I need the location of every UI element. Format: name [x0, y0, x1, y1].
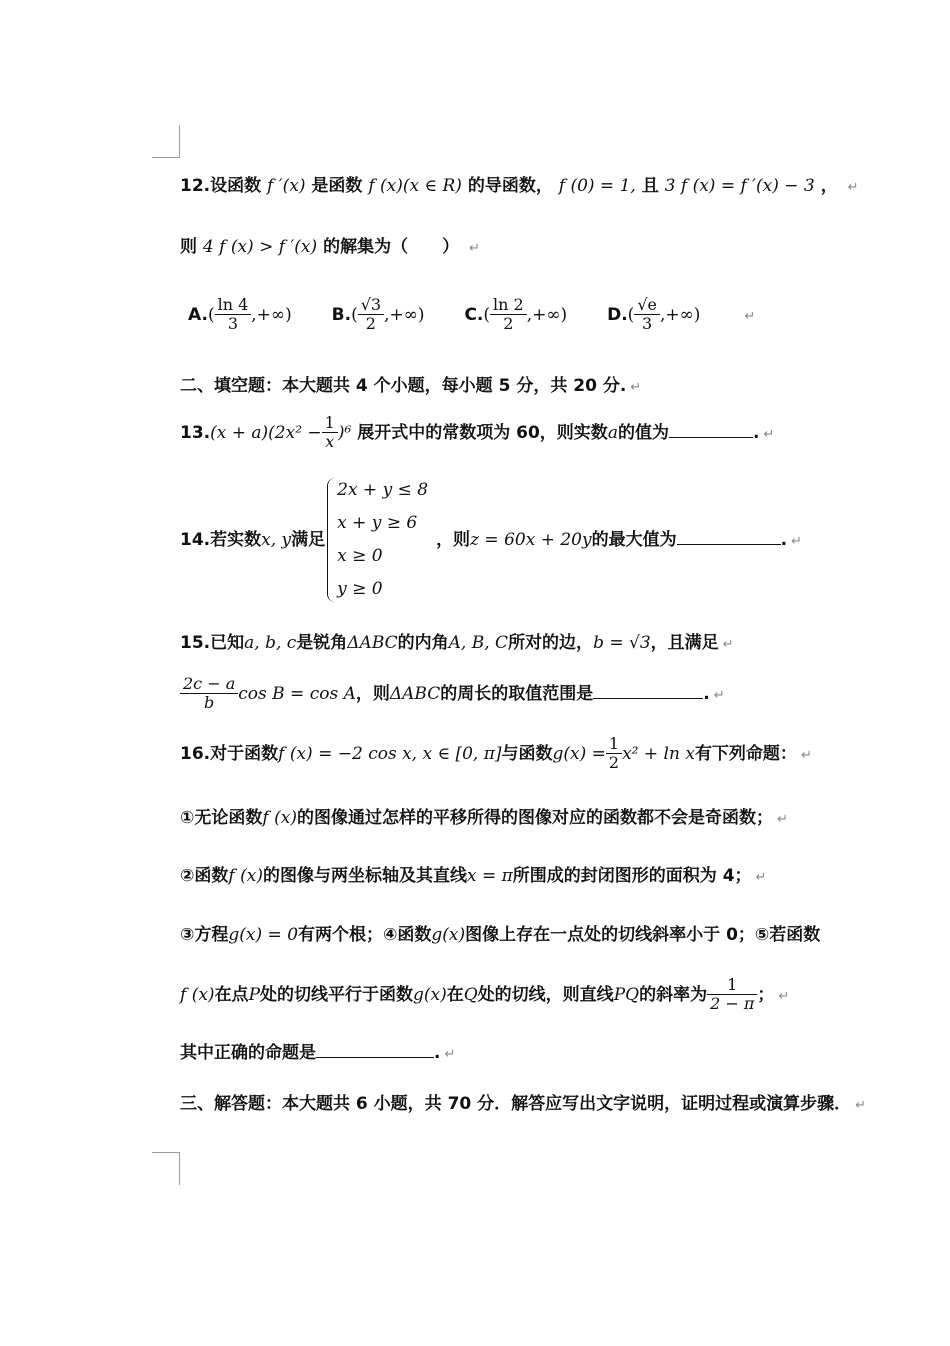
- q12-comma: ，: [820, 176, 838, 196]
- s1-a: ①无论函数: [180, 808, 263, 828]
- option-d-den: 3: [642, 314, 653, 334]
- q16-text3: 有下列命题：: [694, 743, 797, 764]
- q13: [180, 414, 774, 452]
- q12-mid1: 是函数: [311, 176, 363, 196]
- q15-end: .: [703, 683, 710, 704]
- s5-d: 处的切线，则直线: [477, 984, 614, 1005]
- q15-frac-den: b: [204, 693, 215, 713]
- s2-a: ②函数: [180, 866, 229, 886]
- q13-text: 展开式中的常数项为 60，则实数: [357, 422, 608, 443]
- q16-f-definition: f (x) = −2 cos x, x ∈ [0, π]: [278, 743, 502, 764]
- q12-line2: [180, 237, 480, 257]
- q15-text5: ，且满足: [650, 633, 719, 653]
- q16-half-num: 1: [606, 735, 622, 754]
- s5-a: 在点: [214, 984, 249, 1005]
- q16-answer-blank[interactable]: [316, 1043, 434, 1058]
- q13-fraction: [322, 414, 338, 452]
- option-b-num: √3: [358, 296, 384, 315]
- q15-equation-tail: cos B = cos A: [238, 683, 356, 704]
- section3-title: [180, 1094, 866, 1114]
- q12-options: [188, 296, 755, 334]
- option-a-den: 3: [227, 314, 239, 334]
- q14-text4: 的最大值为: [591, 530, 677, 550]
- q15-angles: A, B, C: [448, 633, 509, 653]
- q15-text1: 已知: [210, 633, 245, 653]
- q14-constraint-3: x ≥ 0: [337, 546, 383, 566]
- s5-p: P: [248, 984, 261, 1005]
- q15-frac-num: 2c − a: [180, 675, 238, 694]
- s5-e: 的斜率为: [639, 984, 708, 1005]
- q13-prefix: 13.: [180, 422, 211, 443]
- q16-text1: 对于函数: [210, 743, 279, 764]
- option-b-open: (: [351, 304, 358, 325]
- q16-text2: 与函数: [501, 743, 553, 764]
- q12-line2-suffix: 的解集为（ ）: [323, 237, 460, 257]
- return-mark-icon: ↵: [744, 308, 756, 324]
- option-d-tail: ,+∞): [659, 304, 701, 325]
- page-corner-mark-bottom: [152, 1152, 180, 1185]
- option-c-label: C.: [464, 304, 484, 325]
- option-a-label: A.: [188, 304, 208, 325]
- s5-slope-num: 1: [707, 976, 757, 995]
- q16-statement-3-4: [180, 925, 820, 945]
- option-a-fraction: [215, 296, 252, 334]
- q15-b-value: b = √3: [593, 633, 651, 653]
- option-d-label: D.: [607, 304, 628, 325]
- q12-option-d: [607, 296, 700, 334]
- s1-f: f (x): [262, 808, 297, 828]
- q16-final: [180, 1043, 455, 1063]
- q14-answer-blank[interactable]: [677, 530, 781, 545]
- q16-statement-5: [180, 976, 789, 1014]
- s5-slope-fraction: [707, 976, 757, 1014]
- q13-expr-b: )⁶: [337, 422, 352, 443]
- q13-frac-den: x: [325, 432, 335, 452]
- option-b-fraction: [358, 296, 384, 334]
- return-mark-icon: ↵: [444, 1047, 456, 1062]
- q12-prefix: 12.设函数: [180, 176, 262, 196]
- q16-prefix: 16.: [180, 743, 211, 764]
- q14: [180, 474, 802, 606]
- q16-final-end: .: [434, 1043, 441, 1063]
- q16-final-text: 其中正确的命题是: [180, 1043, 316, 1063]
- return-mark-icon: ↵: [469, 241, 480, 256]
- return-mark-icon: ↵: [722, 637, 734, 652]
- s2-c: 所围成的封闭图形的面积为 4；: [512, 866, 752, 886]
- q12-line1: [180, 176, 859, 196]
- q14-vars: x, y: [261, 530, 292, 550]
- q15-answer-blank[interactable]: [593, 684, 703, 699]
- section2-title: [180, 376, 641, 396]
- return-mark-icon: ↵: [847, 180, 859, 195]
- q16-g-definition-b: x² + ln x: [622, 743, 695, 764]
- q13-expr-a: (x + a)(2x² −: [210, 422, 322, 443]
- q15-line2: [180, 675, 725, 713]
- option-d-num: √e: [634, 296, 660, 315]
- q13-suffix: 的值为: [617, 422, 669, 443]
- q15-prefix: 15.: [180, 633, 211, 653]
- q12-line2-prefix: 则: [180, 237, 197, 257]
- s3-a: ③方程: [180, 925, 229, 945]
- q12-mid2: 的导函数，: [467, 176, 553, 196]
- q14-constraint-system: [327, 474, 428, 606]
- s5-f: f (x): [180, 984, 215, 1005]
- option-d-open: (: [627, 304, 635, 325]
- q12-condition2: 3 f (x) = f ′(x) − 3: [664, 176, 815, 196]
- option-c-den: 2: [503, 314, 514, 334]
- option-c-tail: ,+∞): [526, 304, 568, 325]
- option-b-tail: ,+∞): [384, 304, 425, 325]
- return-mark-icon: ↵: [778, 988, 790, 1004]
- return-mark-icon: ↵: [791, 534, 802, 549]
- q14-constraint-1: 2x + y ≤ 8: [337, 480, 429, 500]
- q15-text3: 的内角: [397, 633, 449, 653]
- section2-title-text: 二、填空题：本大题共 4 个小题，每小题 5 分，共 20 分.: [180, 376, 627, 396]
- q14-objective: z = 60x + 20y: [470, 530, 592, 550]
- q12-condition1: f (0) = 1,: [558, 176, 636, 196]
- q15-text4: 所对的边，: [508, 633, 594, 653]
- q12-fprime: f ′(x): [267, 176, 306, 196]
- option-c-fraction: [490, 296, 527, 334]
- s3-g: g(x) = 0: [228, 925, 299, 945]
- s2-x: x = π: [466, 866, 513, 886]
- s5-q: Q: [463, 984, 478, 1005]
- q14-constraint-2: x + y ≥ 6: [337, 513, 418, 533]
- option-c-num: ln 2: [490, 296, 527, 315]
- q16-statement-2: [180, 866, 766, 886]
- q15-triangle: ΔABC: [347, 633, 398, 653]
- q14-end: .: [780, 530, 788, 550]
- s2-f: f (x): [228, 866, 263, 886]
- q16-half-fraction: [606, 735, 622, 773]
- option-a-num: ln 4: [215, 296, 252, 315]
- return-mark-icon: ↵: [630, 380, 642, 395]
- option-b-label: B.: [331, 304, 352, 325]
- q15-triangle2: ΔABC: [389, 683, 441, 704]
- q12-option-b: [332, 296, 425, 334]
- q13-end: .: [752, 422, 760, 443]
- s3-b: 有两个根；④函数: [298, 925, 432, 945]
- q14-text1: 若实数: [210, 530, 262, 550]
- option-b-den: 2: [365, 314, 376, 334]
- q16-stem: [180, 735, 812, 773]
- q15-text2: 是锐角: [296, 633, 348, 653]
- option-a-open: (: [207, 304, 215, 325]
- return-mark-icon: ↵: [755, 870, 767, 885]
- s5-pq: PQ: [613, 984, 640, 1005]
- q12-inequality: 4 f (x) > f ′(x): [202, 237, 318, 257]
- option-d-fraction: [634, 296, 660, 334]
- s5-b: 处的切线平行于函数: [260, 984, 414, 1005]
- q15-text7: 的周长的取值范围是: [440, 683, 594, 704]
- q13-frac-num: 1: [322, 414, 338, 433]
- q15-sides: a, b, c: [244, 633, 297, 653]
- q15-line1: [180, 633, 734, 653]
- option-a-tail: ,+∞): [251, 304, 292, 325]
- s4-g: g(x): [431, 925, 466, 945]
- return-mark-icon: ↵: [713, 687, 725, 703]
- return-mark-icon: ↵: [855, 1098, 867, 1113]
- q13-var: a: [607, 422, 618, 443]
- q14-constraint-4: y ≥ 0: [337, 579, 383, 599]
- return-mark-icon: ↵: [776, 812, 788, 827]
- q12-fx-domain: f (x)(x ∈ R): [368, 176, 462, 196]
- q12-option-a: [188, 296, 292, 334]
- q12-option-c: [464, 296, 567, 334]
- s1-b: 的图像通过怎样的平移所得的图像对应的函数都不会是奇函数；: [296, 808, 773, 828]
- s5-c: 在: [446, 984, 464, 1005]
- section3-title-text: 三、解答题：本大题共 6 小题，共 70 分．解答应写出文字说明，证明过程或演算步骤．: [180, 1094, 852, 1114]
- s2-b: 的图像与两坐标轴及其直线: [262, 866, 467, 886]
- q16-half-den: 2: [608, 753, 620, 773]
- q15-text6: ，则: [355, 683, 390, 704]
- q13-answer-blank[interactable]: [669, 423, 753, 438]
- option-c-open: (: [483, 304, 491, 325]
- s5-slope-den: 2 − π: [710, 994, 755, 1014]
- return-mark-icon: ↵: [800, 747, 812, 763]
- q16-g-definition-a: g(x) =: [552, 743, 606, 764]
- q12-and: 且: [641, 176, 659, 196]
- left-brace-icon: [327, 478, 336, 602]
- return-mark-icon: ↵: [763, 426, 775, 442]
- s5-g: g(x): [413, 984, 447, 1005]
- q14-text2: 满足: [291, 530, 326, 550]
- s5-end: ；: [757, 984, 775, 1005]
- s4-b: 图像上存在一点处的切线斜率小于 0；⑤若函数: [465, 925, 821, 945]
- q16-statement-1: [180, 808, 788, 828]
- q14-prefix: 14.: [180, 530, 211, 550]
- q14-text3: ，则: [436, 530, 471, 550]
- page-corner-mark-top: [152, 125, 180, 158]
- q15-fraction: [180, 675, 238, 713]
